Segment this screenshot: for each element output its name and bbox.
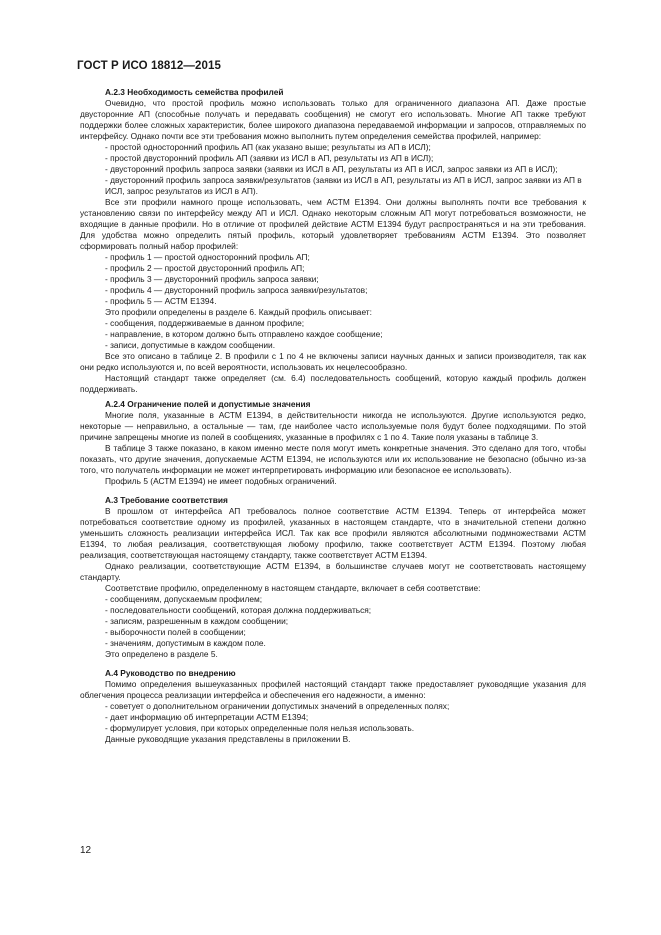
list-item: - двусторонний профиль запроса заявки/результатов (заявки из ИСЛ в АП, результаты из АП в ИСЛ, запрос заявки из АП в ИСЛ, запрос результатов из ИСЛ в АП).	[105, 175, 582, 196]
page-number: 12	[80, 845, 92, 856]
list-item: - выборочности полей в сообщении;	[105, 627, 246, 637]
paragraph: Все эти профили намного проще использовать, чем АСТМ Е1394. Они должны выполнять почти все требования к установлению связи по интерфейсу между АП и ИСЛ. Однако некоторым сложным АП могут потребоваться возможности, не входящие в данные профили. Но в отличие от профилей действие АСТМ Е1394 будут распространяться и на эти требования. Для удобства можно определить пятый профиль, который удовлетворяет требованиям АСТМ Е1394. Это позволяет сформировать полный набор профилей:	[80, 197, 586, 251]
section-heading: A.2.3 Необходимость семейства профилей	[105, 87, 284, 97]
list-item: - значениям, допустимым в каждом поле.	[105, 638, 266, 648]
paragraph: Многие поля, указанные в АСТМ Е1394, в действительности никогда не используются. Другие используются редко, некоторые — неправильно, а остальные — там, где наиболее часто используемые поля будут более подходящими. По этой причине запрещены многие из полей в сообщениях, указанные в профилях с 1 по 4. Такие поля указаны в таблице 3.	[80, 410, 586, 442]
paragraph: Очевидно, что простой профиль можно использовать только для ограниченного диапазона АП. Даже простые двусторонние АП (способные получать и передавать сообщения) не смогут его использовать. Многие АП также требуют поддержки более сложных характеристик, более широкого диапазона передаваемой информации и запросов, отправляемых по интерфейсу. Однако почти все эти требования можно выполнить путем определения семейства профилей, например:	[80, 98, 586, 141]
list-item: Соответствие профилю, определенному в настоящем стандарте, включает в себя соответствие:	[105, 583, 481, 593]
list-item: - советует о дополнительном ограничении допустимых значений в определенных полях;	[105, 701, 450, 711]
list-item: - формулирует условия, при которых определенные поля нельзя использовать.	[105, 723, 415, 733]
paragraph: Помимо определения вышеуказанных профилей настоящий стандарт также предоставляет руководящие указания для облегчения процесса реализации интерфейса и обеспечения его надежности, а именно:	[80, 679, 586, 700]
paragraph: Настоящий стандарт также определяет (см. 6.4) последовательность сообщений, которую каждый профиль должен поддерживать.	[80, 373, 586, 394]
paragraph: В таблице 3 также показано, в каком именно месте поля могут иметь конкретные значения. Это сделано для того, чтобы показать, что другие значения, допускаемые АСТМ Е1394, не используются или их использование не безопасно (обычно из-за того, что получатель информации не может интерпретировать информацию или безопасное ее использовать).	[80, 443, 586, 475]
list-item: Данные руководящие указания представлены в приложении В.	[105, 734, 351, 744]
list-item: - профиль 3 — двусторонний профиль запроса заявки;	[105, 274, 319, 284]
list-item: - сообщениям, допускаемым профилем;	[105, 594, 263, 604]
list-item: - записям, разрешенным в каждом сообщении;	[105, 616, 289, 626]
list-item: - профиль 1 — простой односторонний профиль АП;	[105, 252, 310, 262]
section-heading: A.3 Требование соответствия	[105, 495, 228, 505]
document-body	[80, 87, 586, 745]
list-item: - простой односторонний профиль АП (как указано выше; результаты из АП в ИСЛ);	[105, 142, 431, 152]
list-item: - последовательности сообщений, которая должна поддерживаться;	[105, 605, 372, 615]
standard-header: ГОСТ Р ИСО 18812—2015	[77, 60, 222, 72]
list-item: - простой двусторонний профиль АП (заявки из ИСЛ в АП, результаты из АП в ИСЛ);	[105, 153, 434, 163]
list-item: - дает информацию об интерпретации АСТМ Е1394;	[105, 712, 309, 722]
list-item: - записи, допустимые в каждом сообщении.	[105, 340, 276, 350]
list-item: - направление, в котором должно быть отправлено каждое сообщение;	[105, 329, 383, 339]
section-heading: A.4 Руководство по внедрению	[105, 668, 236, 678]
paragraph: Все это описано в таблице 2. В профили с 1 по 4 не включены записи научных данных и записи производителя, так как они редко используются и, по всей вероятности, использовать их нецелесообразно.	[80, 351, 586, 372]
section-heading: A.2.4 Ограничение полей и допустимые значения	[105, 399, 311, 409]
list-item: - профиль 5 — АСТМ Е1394.	[105, 296, 217, 306]
paragraph: В прошлом от интерфейса АП требовалось полное соответствие АСТМ Е1394. Теперь от интерфейса может потребоваться соответствие одному из профилей, указанных в настоящем стандарте, что в значительной степени должно уменьшить сложность реализации интерфейса ИСЛ. Так как все профили являются абсолютными подмножествами АСТМ Е1394, то любая реализация, соответствующая любому профилю, также соответствует АСТМ Е1394. Поэтому любая реализация, соответствующая настоящему стандарту, также соответствует АСТМ Е1394.	[80, 506, 586, 560]
list-item: Это определено в разделе 5.	[105, 649, 218, 659]
list-item: - профиль 2 — простой двусторонний профиль АП;	[105, 263, 305, 273]
list-item: - сообщения, поддерживаемые в данном профиле;	[105, 318, 305, 328]
list-item: Это профили определены в разделе 6. Каждый профиль описывает:	[105, 307, 372, 317]
list-item: - профиль 4 — двусторонний профиль запроса заявки/результатов;	[105, 285, 368, 295]
paragraph: Однако реализации, соответствующие АСТМ Е1394, в большинстве случаев могут не соответствовать настоящему стандарту.	[80, 561, 586, 582]
paragraph: Профиль 5 (АСТМ Е1394) не имеет подобных ограничений.	[105, 476, 337, 486]
list-item: - двусторонний профиль запроса заявки (заявки из ИСЛ в АП, результаты из АП в ИСЛ, запрос заявки из АП в ИСЛ);	[105, 164, 558, 174]
